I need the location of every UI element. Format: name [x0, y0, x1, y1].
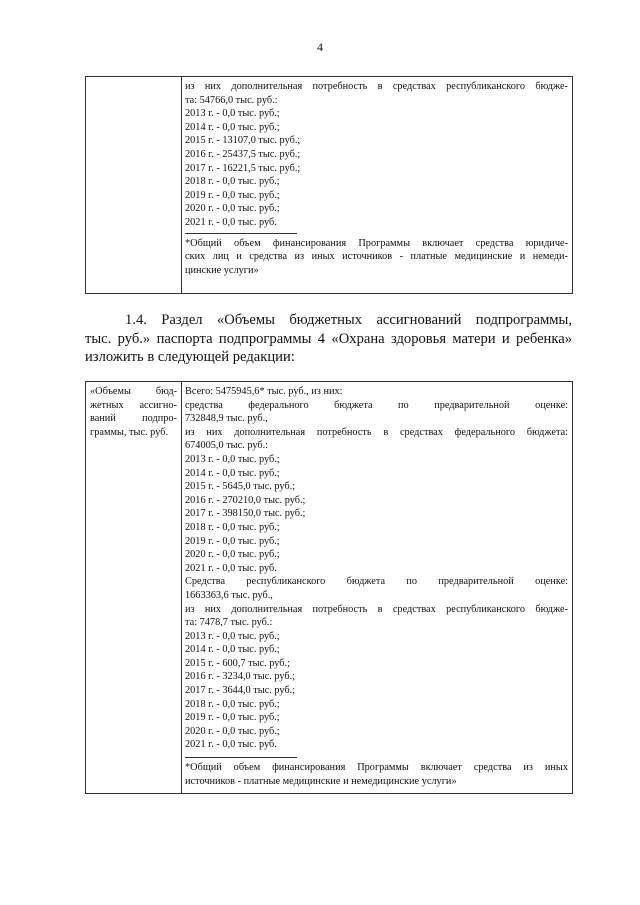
text-line: 2019 г. - 0,0 тыс. руб.;	[185, 535, 280, 547]
footnote-line: ских лиц и средства из иных источников - платные медицинские и немеди-	[185, 251, 568, 263]
budget-table	[85, 381, 573, 794]
top-table-left-cell	[86, 77, 182, 294]
text-line: 2013 г. - 0,0 тыс. руб.;	[185, 630, 280, 642]
text-line: 1663363,6 тыс. руб.,	[185, 589, 273, 601]
footnote-line: цинские услуги»	[185, 264, 259, 276]
text-line: 674005,0 тыс. руб.:	[185, 440, 269, 452]
text-line: 2016 г. - 3234,0 тыс. руб.;	[185, 671, 296, 683]
text-line: 2014 г. - 0,0 тыс. руб.;	[185, 121, 280, 133]
text-line: 2020 г. - 0,0 тыс. руб.;	[185, 725, 280, 737]
text-line: Средства республиканского бюджета по предварительной оценке:	[185, 576, 568, 588]
text-line: 2019 г. - 0,0 тыс. руб.;	[185, 189, 280, 201]
text-line: 2013 г. - 0,0 тыс. руб.;	[185, 108, 280, 120]
text-line: 2018 г. - 0,0 тыс. руб.;	[185, 176, 280, 188]
top-table	[85, 76, 573, 294]
text-line: 2015 г. - 600,7 тыс. руб.;	[185, 657, 290, 669]
instruction-paragraph	[85, 311, 572, 367]
text-line: 2021 г. - 0,0 тыс. руб.	[185, 562, 277, 574]
text-line: 2016 г. - 270210,0 тыс. руб.;	[185, 494, 306, 506]
text-line: Всего: 5475945,6* тыс. руб., из них:	[185, 386, 343, 397]
text-line: 2017 г. - 398150,0 тыс. руб.;	[185, 508, 306, 520]
text-line: 2014 г. - 0,0 тыс. руб.;	[185, 467, 280, 479]
footnote-line: *Общий объем финансирования Программы включает средства из иных	[185, 762, 568, 774]
paragraph-line: тыс. руб.» паспорта подпрограммы 4 «Охрана здоровья матери и ребенка»	[85, 330, 572, 347]
paragraph-line: 1.4. Раздел «Объемы бюджетных ассигнований подпрограммы,	[125, 312, 572, 328]
footnote-line: *Общий объем финансирования Программы включает средства юридиче-	[185, 237, 568, 249]
text-line: 2017 г. - 3644,0 тыс. руб.;	[185, 685, 296, 697]
label-line: «Объемы бюд-	[90, 386, 177, 397]
text-line: 2020 г. - 0,0 тыс. руб.;	[185, 203, 280, 215]
text-line: 732848,9 тыс. руб.,	[185, 413, 268, 425]
text-line: 2015 г. - 13107,0 тыс. руб.;	[185, 135, 301, 147]
text-line: та: 54766,0 тыс. руб.:	[185, 94, 278, 106]
text-line: 2021 г. - 0,0 тыс. руб.	[185, 216, 277, 228]
text-line: средства федерального бюджета по предварительной оценке:	[185, 399, 568, 411]
text-line: 2013 г. - 0,0 тыс. руб.;	[185, 453, 280, 465]
text-line: 2021 г. - 0,0 тыс. руб.	[185, 739, 277, 751]
text-line: 2016 г. - 25437,5 тыс. руб.;	[185, 148, 301, 160]
text-line: та: 7478,7 тыс. руб.:	[185, 617, 273, 629]
text-line: из них дополнительная потребность в средствах республиканского бюдже-	[185, 81, 568, 92]
text-line: 2017 г. - 16221,5 тыс. руб.;	[185, 162, 301, 174]
text-line: 2018 г. - 0,0 тыс. руб.;	[185, 698, 280, 710]
label-line: граммы, тыс. руб.	[90, 426, 169, 438]
text-line: 2019 г. - 0,0 тыс. руб.;	[185, 712, 280, 724]
label-line: жетных ассигно-	[90, 399, 177, 411]
top-table-right-cell	[182, 77, 573, 294]
budget-value-cell	[182, 382, 573, 794]
text-line: из них дополнительная потребность в средствах республиканского бюдже-	[185, 603, 568, 615]
text-line: 2018 г. - 0,0 тыс. руб.;	[185, 521, 280, 533]
text-line: из них дополнительная потребность в средствах федерального бюджета:	[185, 426, 568, 438]
budget-label-cell	[86, 382, 182, 794]
label-line: ваний подпро-	[90, 413, 177, 425]
text-line: 2015 г. - 5645,0 тыс. руб.;	[185, 481, 296, 493]
paragraph-line: изложить в следующей редакции:	[85, 349, 295, 365]
footnote-line: источников - платные медицинские и немедицинские услуги»	[185, 775, 457, 787]
page-number: 4	[317, 40, 323, 54]
text-line: 2014 г. - 0,0 тыс. руб.;	[185, 644, 280, 656]
text-line: 2020 г. - 0,0 тыс. руб.;	[185, 549, 280, 561]
